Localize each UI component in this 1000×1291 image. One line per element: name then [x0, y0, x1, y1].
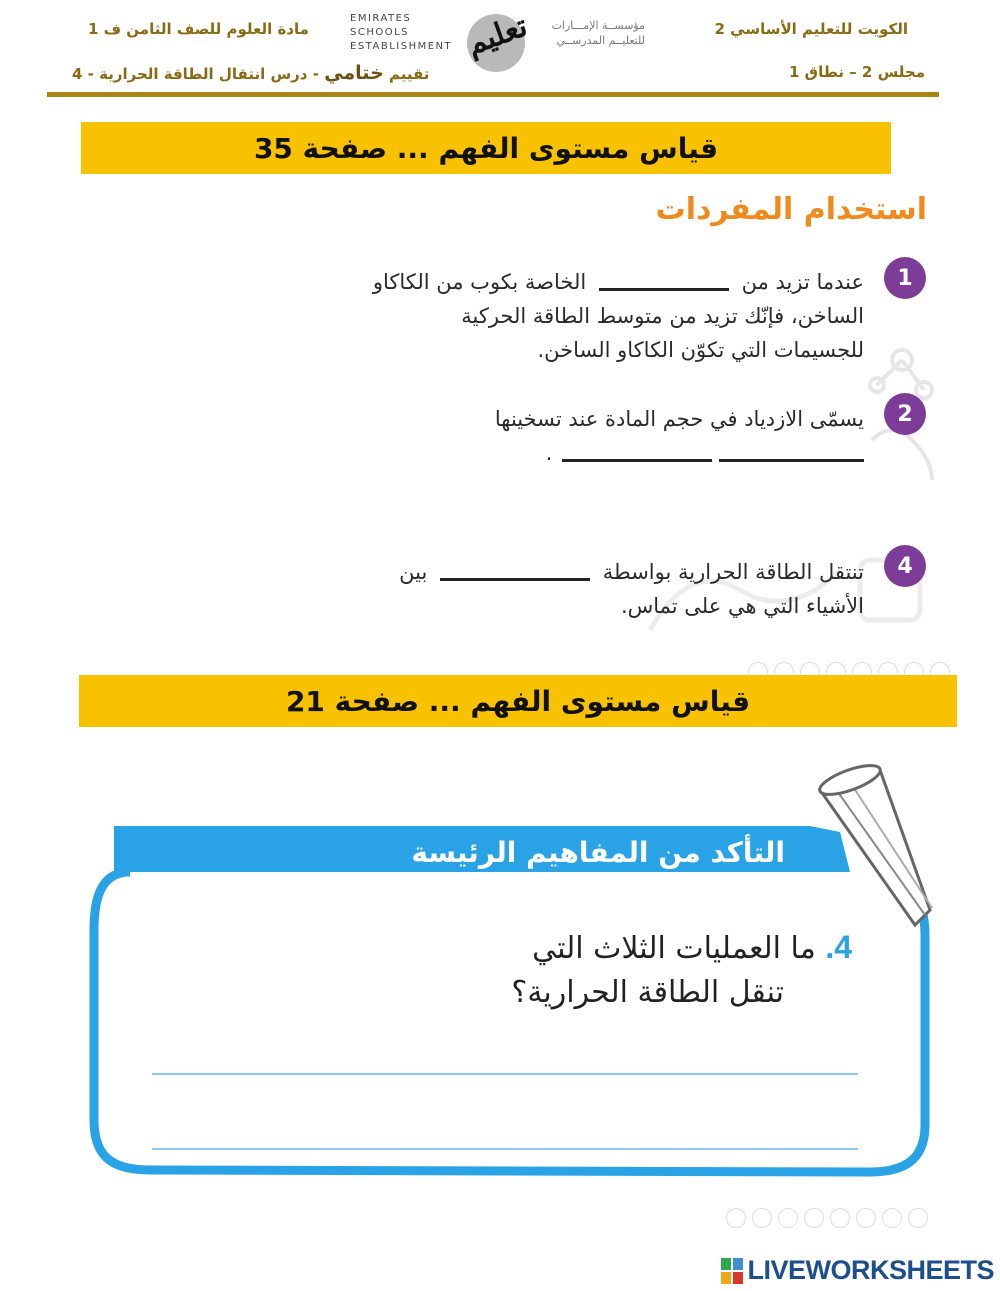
question-2-line2 [224, 436, 864, 470]
concept-question-text1: ما العمليات الثلاث التي [532, 931, 816, 966]
question-2-end: . [545, 441, 553, 465]
assessment-title [72, 62, 429, 84]
taaleem-logo-word: تعليم [461, 8, 533, 63]
question-4-text [224, 555, 864, 623]
assessment-strong: ختامي [324, 62, 384, 84]
establishment-arabic-logo [545, 18, 645, 48]
school-name: الكويت للتعليم الأساسي 2 [714, 20, 908, 38]
concept-box-title: التأكد من المفاهيم الرئيسة [411, 836, 785, 869]
question-4-part1: تنتقل الطاقة الحرارية بواسطة [602, 560, 864, 584]
question-4-number: 4 [884, 545, 926, 587]
page21-banner [79, 675, 957, 727]
question-1-text [224, 265, 864, 367]
question-2-line1: يسمّى الازدياد في حجم المادة عند تسخينها [494, 407, 864, 431]
question-4-part2: بين [399, 560, 428, 584]
question-4-blank[interactable] [440, 566, 590, 581]
logo-arabic-line2: للتعليــم المدرســي [556, 34, 645, 47]
concept-question-line2: تنقل الطاقة الحرارية؟ [511, 975, 784, 1010]
page35-banner [81, 122, 891, 174]
question-2-text [224, 402, 864, 470]
header-divider [47, 92, 939, 97]
tool-icon [804, 1208, 824, 1228]
question-1-line1 [224, 265, 864, 299]
emirates-schools-logo-text: EMIRATES SCHOOLS ESTABLISHMENT [350, 13, 453, 52]
tool-icon [908, 1208, 928, 1228]
tool-icon [830, 1208, 850, 1228]
logo-arabic-line1: مؤسســة الإمـــارات [551, 19, 645, 32]
liveworksheets-mark-icon [721, 1258, 743, 1284]
answer-line-1[interactable] [152, 1073, 858, 1075]
concept-question-number: 4. [825, 929, 852, 965]
concept-question-line1 [511, 925, 852, 971]
question-1-line3: للجسيمات التي تكوّن الكاكاو الساخن. [537, 338, 864, 362]
question-1-part2: الخاصة بكوب من الكاكاو [372, 270, 587, 294]
vocabulary-title: استخدام المفردات [655, 192, 927, 227]
question-4-line1 [224, 555, 864, 589]
liveworksheets-text: LIVEWORKSHEETS [747, 1255, 994, 1285]
page21-banner-text: قياس مستوى الفهم ... صفحة 21 [285, 684, 751, 718]
page35-banner-text: قياس مستوى الفهم ... صفحة 35 [253, 131, 719, 165]
assessment-suffix: - درس انتقال الطاقة الحرارية - 4 [72, 65, 319, 83]
concept-question [511, 925, 852, 1015]
question-1-line2: الساخن، فإنّك تزيد من متوسط الطاقة الحركية [461, 304, 864, 328]
tool-icon [778, 1208, 798, 1228]
question-1-part1: عندما تزيد من [741, 270, 864, 294]
faint-toolbar-2 [726, 1208, 928, 1228]
question-2-blank-a[interactable] [719, 447, 864, 462]
tool-icon [726, 1208, 746, 1228]
question-1-blank[interactable] [599, 276, 729, 291]
question-1-number: 1 [884, 257, 926, 299]
liveworksheets-logo [721, 1255, 994, 1286]
council-zone: مجلس 2 – نطاق 1 [789, 63, 925, 81]
answer-line-2[interactable] [152, 1148, 858, 1150]
tool-icon [752, 1208, 772, 1228]
assessment-prefix: تقييم [389, 65, 430, 83]
tool-icon [882, 1208, 902, 1228]
question-2-number: 2 [884, 393, 926, 435]
tool-icon [856, 1208, 876, 1228]
question-4-line2: الأشياء التي هي على تماس. [620, 594, 864, 618]
question-2-blank-b[interactable] [562, 447, 712, 462]
subject-grade: مادة العلوم للصف الثامن ف 1 [88, 20, 309, 38]
